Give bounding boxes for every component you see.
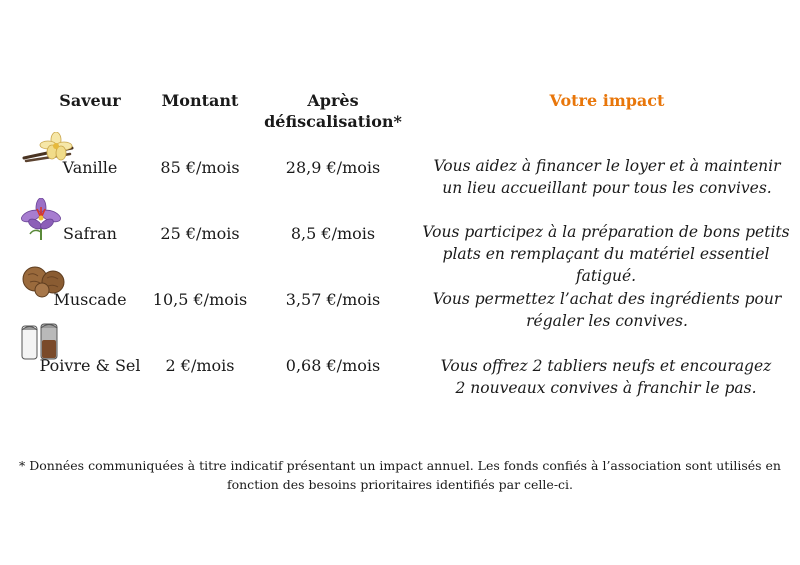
row-saveur: Safran	[63, 224, 117, 243]
row-apres: 28,9 €/mois	[285, 158, 381, 177]
row-montant: 2 €/mois	[165, 356, 235, 375]
row-saveur: Poivre & Sel	[39, 356, 141, 375]
row-montant: 85 €/mois	[160, 158, 240, 177]
row-impact: Vous permettez l’achat des ingrédients pour régaler les convives.	[432, 290, 782, 330]
row-apres: 3,57 €/mois	[285, 290, 381, 309]
header-montant: Montant	[161, 91, 239, 110]
header-saveur: Saveur	[59, 91, 121, 110]
row-saveur: Muscade	[53, 290, 127, 309]
footnote: * Données communiquées à titre indicatif présentant un impact annuel. Les fonds confiés à l’association sont utilisés en fonction des besoins prioritaires identifiés par celle-ci.	[19, 458, 781, 492]
row-apres: 8,5 €/mois	[290, 224, 376, 243]
row-montant: 25 €/mois	[160, 224, 240, 243]
row-apres: 0,68 €/mois	[285, 356, 381, 375]
header-apres-defiscalisation: Après défiscalisation*	[264, 91, 402, 131]
row-saveur: Vanille	[62, 158, 118, 177]
header-votre-impact: Votre impact	[549, 91, 665, 110]
row-impact: Vous aidez à financer le loyer et à maintenir un lieu accueillant pour tous les convives.	[433, 157, 781, 197]
row-montant: 10,5 €/mois	[152, 290, 248, 309]
row-impact: Vous offrez 2 tabliers neufs et encouragez 2 nouveaux convives à franchir le pas.	[440, 357, 772, 397]
row-impact: Vous participez à la préparation de bons petits plats en remplaçant du matériel essentiel fatigué.	[422, 223, 790, 285]
